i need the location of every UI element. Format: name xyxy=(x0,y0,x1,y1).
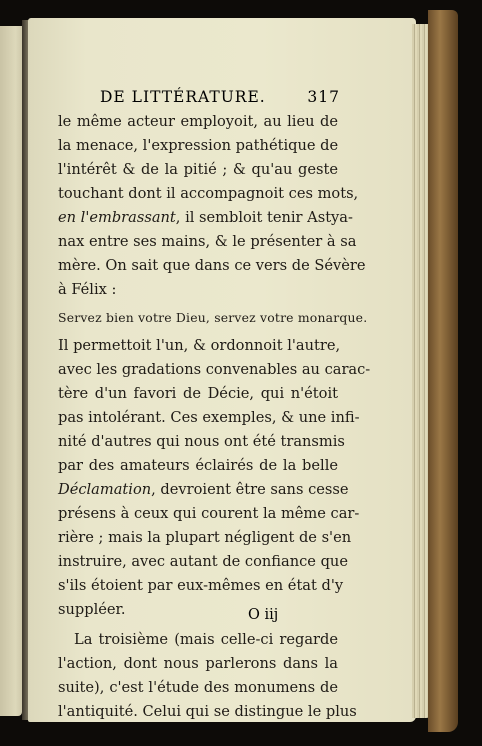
text-line: pas intolérant. Ces exemples, & une infi- xyxy=(58,409,360,426)
text-fragment: , devroient être sans cesse xyxy=(151,481,349,498)
text-line: tère d'un favori de Décie, qui n'étoit xyxy=(58,385,338,402)
page-number: 317 xyxy=(307,88,340,106)
text-line: la menace, l'expression pathétique de xyxy=(58,137,339,154)
text-line: touchant dont il accompagnoit ces mots, xyxy=(58,185,359,202)
text-line: nax entre ses mains, & le présenter à sa xyxy=(58,233,357,250)
paragraph-start-line: La troisième (mais celle-ci regarde xyxy=(74,631,338,648)
text-line: présens à ceux qui courent la même car- xyxy=(58,505,360,522)
verse-quotation: Servez bien votre Dieu, servez votre monarque. xyxy=(58,310,368,325)
text-line: l'intérêt & de la pitié ; & qu'au geste xyxy=(58,161,338,178)
text-line: par des amateurs éclairés de la belle xyxy=(58,457,338,474)
text-line: à Félix : xyxy=(58,281,117,298)
text-line: l'action, dont nous parlerons dans la xyxy=(58,655,338,672)
book-cover-edge xyxy=(428,10,458,732)
text-line: suite), c'est l'étude des monumens de xyxy=(58,679,338,696)
text-line-with-italic xyxy=(58,206,353,230)
text-line: mère. On sait que dans ce vers de Sévère xyxy=(58,257,366,274)
text-line: le même acteur employoit, au lieu de xyxy=(58,113,338,130)
text-line: instruire, avec autant de confiance que xyxy=(58,553,348,570)
text-line: s'ils étoient par eux-mêmes en état d'y xyxy=(58,577,344,594)
text-line: rière ; mais la plupart négligent de s'en xyxy=(58,529,352,546)
italic-phrase: Déclamation xyxy=(58,481,152,498)
signature-mark: O iij xyxy=(248,607,279,623)
running-title: DE LITTÉRATURE. xyxy=(100,88,266,106)
text-line-with-italic xyxy=(58,478,349,502)
text-fragment: , il sembloit tenir Astya- xyxy=(175,209,353,226)
text-line: nité d'autres qui nous ont été transmis xyxy=(58,433,345,450)
text-line: suppléer. xyxy=(58,601,126,618)
text-line: avec les gradations convenables au carac- xyxy=(58,361,371,378)
text-line: l'antiquité. Celui qui se distingue le plus xyxy=(58,703,357,720)
facing-page-edge xyxy=(0,26,22,716)
italic-phrase: en l'embrassant xyxy=(58,209,176,226)
text-line: Il permettoit l'un, & ordonnoit l'autre, xyxy=(58,337,341,354)
running-header xyxy=(100,88,340,110)
